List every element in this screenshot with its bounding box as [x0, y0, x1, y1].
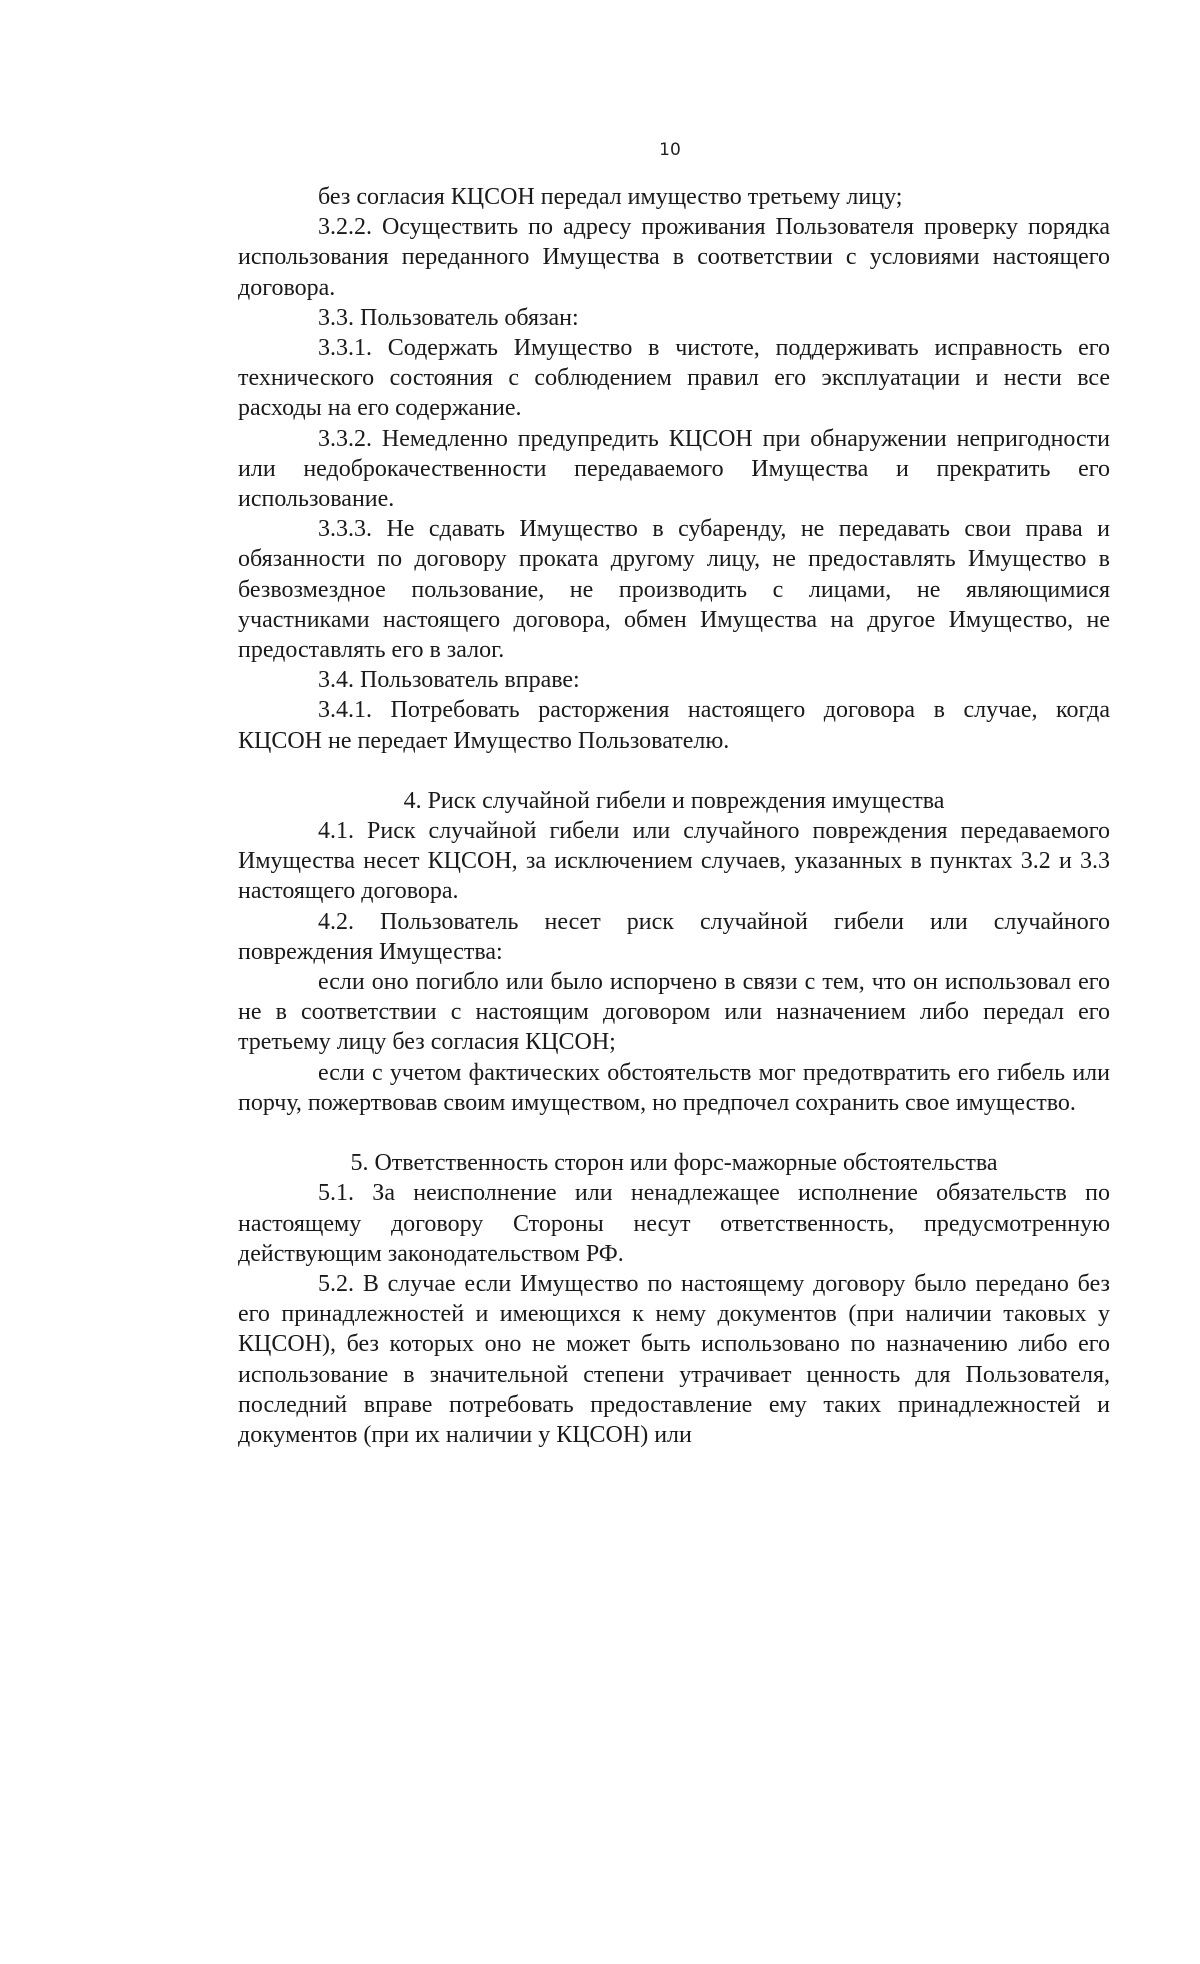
page-number: 10: [659, 140, 681, 160]
paragraph-4-1: 4.1. Риск случайной гибели или случайного повреждения передаваемого Имущества несет КЦСОН, за исключением случаев, указанных в пунктах 3.2 и 3.3 настоящего договора.: [238, 818, 1110, 905]
paragraph-3-3-1: 3.3.1. Содержать Имущество в чистоте, поддерживать исправность его технического состояния с соблюдением правил его эксплуатации и нести все расходы на его содержание.: [238, 335, 1110, 422]
paragraph-3-3-3: 3.3.3. Не сдавать Имущество в субаренду, не передавать свои права и обязанности по договору проката другому лицу, не предоставлять Имущество в безвозмездное пользование, не производить с лицами, не являющимися участниками настоящего договора, обмен Имущества на другое Имущество, не предоставлять его в залог.: [238, 516, 1110, 664]
paragraph-4-2-case-2: если с учетом фактических обстоятельств мог предотвратить его гибель или порчу, пожертвовав своим имуществом, но предпочел сохранить свое имущество.: [238, 1059, 1110, 1116]
paragraph-3-3-2: 3.3.2. Немедленно предупредить КЦСОН при обнаружении непригодности или недоброкачественности передаваемого Имущества и прекратить его использование.: [238, 425, 1110, 513]
paragraph-3-4: 3.4. Пользователь вправе:: [318, 667, 580, 694]
section-5-heading: 5. Ответственность сторон или форс-мажорные обстоятельства: [350, 1150, 998, 1177]
paragraph-3-2-2: 3.2.2. Осуществить по адресу проживания Пользователя проверку порядка использования переданного Имущества в соответствии с условиями настоящего договора.: [238, 214, 1110, 301]
paragraph-5-2: 5.2. В случае если Имущество по настоящему договору было передано без его принадлежностей и имеющихся к нему документов (при наличии таковых у КЦСОН), без которых оно не может быть использовано по назначению либо его использование в значительной степени утрачивает ценность для Пользователя, последний вправе потребовать предоставление ему таких принадлежностей и документов (при их наличии у КЦСОН) или: [238, 1270, 1110, 1448]
paragraph-3-3: 3.3. Пользователь обязан:: [318, 304, 579, 331]
paragraph-3-4-1: 3.4.1. Потребовать расторжения настоящего договора в случае, когда КЦСОН не передает Имущество Пользователю.: [238, 697, 1110, 754]
paragraph-5-1: 5.1. За неисполнение или ненадлежащее исполнение обязательств по настоящему договору Стороны несут ответственность, предусмотренную действующим законодательством РФ.: [238, 1180, 1110, 1267]
section-4-heading: 4. Риск случайной гибели и повреждения имущества: [403, 787, 945, 814]
document-body: [238, 182, 1110, 1450]
paragraph-continuation: без согласия КЦСОН передал имущество третьему лицу;: [318, 184, 903, 210]
paragraph-4-2-case-1: если оно погибло или было испорчено в связи с тем, что он использовал его не в соответствии с настоящим договором или назначением либо передал его третьему лицу без согласия КЦСОН;: [238, 969, 1110, 1056]
paragraph-4-2: 4.2. Пользователь несет риск случайной гибели или случайного повреждения Имущества:: [238, 908, 1110, 965]
